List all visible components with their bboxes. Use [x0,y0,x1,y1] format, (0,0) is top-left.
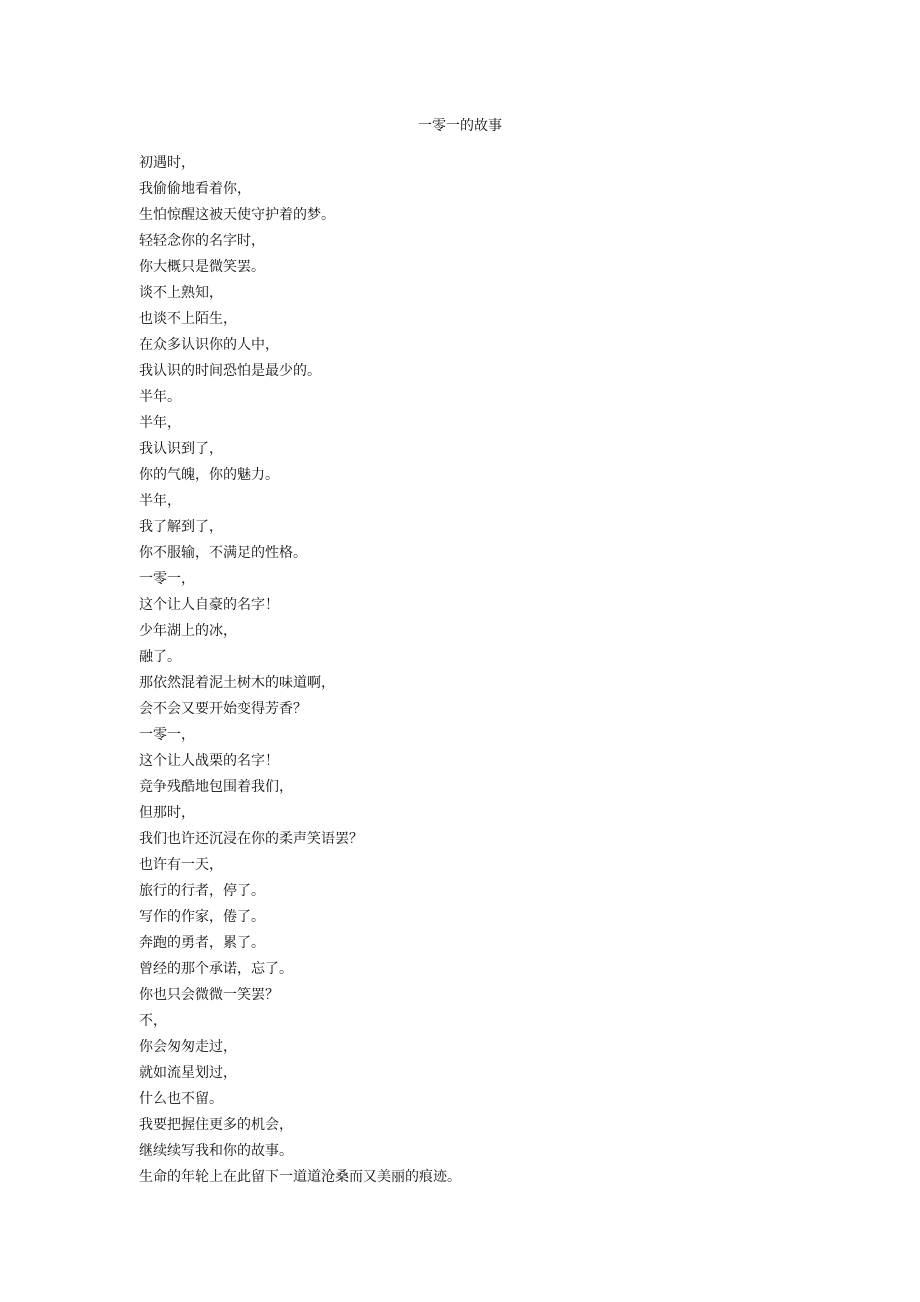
poem-line: 初遇时， [139,155,195,171]
poem-line: 一零一， [139,571,195,587]
poem-line: 曾经的那个承诺，忘了。 [139,961,293,977]
poem-line: 我要把握住更多的机会， [139,1117,293,1133]
poem-line: 不， [139,1013,167,1029]
poem-line: 奔跑的勇者，累了。 [139,935,265,951]
document-title: 一零一的故事 [418,118,502,134]
poem-line: 我了解到了， [139,519,223,535]
poem-line: 这个让人自豪的名字！ [139,597,279,613]
poem-line: 谈不上熟知， [139,285,223,301]
poem-line: 你会匆匆走过， [139,1039,237,1055]
poem-line: 也谈不上陌生， [139,311,237,327]
poem-line: 旅行的行者，停了。 [139,883,265,899]
poem-line: 少年湖上的冰， [139,623,237,639]
poem-line: 半年。 [139,389,181,405]
poem-line: 写作的作家，倦了。 [139,909,265,925]
poem-line: 你的气魄，你的魅力。 [139,467,279,483]
poem-line: 我们也许还沉浸在你的柔声笑语罢？ [139,831,363,847]
poem-line: 但那时， [139,805,195,821]
poem-line: 半年， [139,415,181,431]
poem-line: 我偷偷地看着你， [139,181,251,197]
poem-line: 在众多认识你的人中， [139,337,279,353]
poem-line: 这个让人战栗的名字！ [139,753,279,769]
poem-line: 我认识的时间恐怕是最少的。 [139,363,321,379]
poem-line: 什么也不留。 [139,1091,223,1107]
poem-line: 竞争残酷地包围着我们， [139,779,293,795]
poem-line: 生怕惊醒这被天使守护着的梦。 [139,207,335,223]
poem-line: 也许有一天， [139,857,223,873]
poem-line: 融了。 [139,649,181,665]
poem-line: 轻轻念你的名字时， [139,233,265,249]
poem-line: 我认识到了， [139,441,223,457]
poem-line: 一零一， [139,727,195,743]
poem-line: 半年， [139,493,181,509]
poem-line: 就如流星划过， [139,1065,237,1081]
poem-line: 生命的年轮上在此留下一道道沧桑而又美丽的痕迹。 [139,1169,461,1185]
poem-line: 会不会又要开始变得芳香？ [139,701,307,717]
poem-body [139,150,461,1190]
poem-line: 继续续写我和你的故事。 [139,1143,293,1159]
poem-line: 你不服输，不满足的性格。 [139,545,307,561]
poem-line: 那依然混着泥土树木的味道啊， [139,675,335,691]
poem-line: 你也只会微微一笑罢？ [139,987,279,1003]
poem-line: 你大概只是微笑罢。 [139,259,265,275]
